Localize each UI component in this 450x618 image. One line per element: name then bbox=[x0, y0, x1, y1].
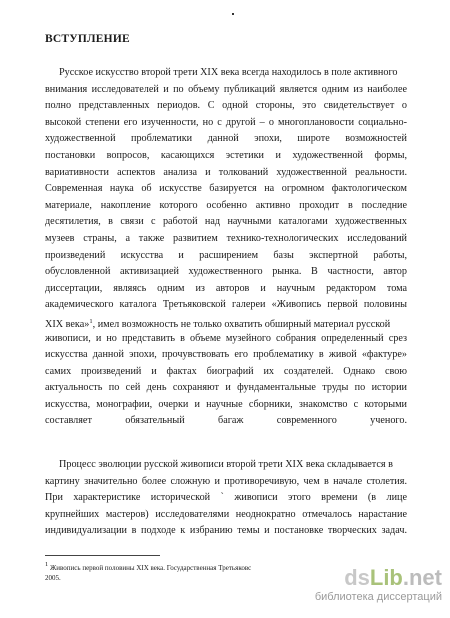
text-line: академического каталога Третьяковской галереи «Живопись первой половины bbox=[45, 299, 407, 311]
text-line: живописи, и но представить в объеме музейного собрания определенный срез bbox=[45, 332, 407, 344]
footnote-reference[interactable]: 1 bbox=[89, 317, 93, 325]
text-fragment: , имел возможность не только охватить обширный материал русской bbox=[92, 318, 391, 330]
text-line: крупнейших мастеров) исследователями неоднократно отмечалось нарастание bbox=[45, 508, 407, 520]
footnote-text: Живопись первой половины XIX века. Государственная Третьяковс bbox=[50, 564, 252, 572]
text-line: самих произведений и фактах биографий их создателей. Однако свою bbox=[45, 365, 407, 377]
text-line: искусства данной эпохи, прочувствовать его проблематику в живой «фактуре» bbox=[45, 349, 407, 361]
text-line: диссертации, являясь одним из авторов и научным редактором тома bbox=[45, 282, 407, 294]
text-line: художественной проблематики данной эпохи, широте возможностей bbox=[45, 133, 407, 145]
footnote-line: 2005. bbox=[45, 574, 61, 582]
watermark-logo bbox=[315, 566, 442, 590]
watermark[interactable] bbox=[315, 566, 442, 603]
text-line: искусства, монографии, очерки и научные сборники, знакомство с которыми bbox=[45, 398, 407, 410]
text-line: актуальность по сей день сохраняют и фундаментальные труды по истории bbox=[45, 382, 407, 394]
text-line: полно представленных периодов. С одной стороны, это свидетельствует о bbox=[45, 100, 407, 112]
watermark-subtitle: библиотека диссертаций bbox=[314, 591, 442, 603]
text-line bbox=[45, 314, 407, 331]
text-line: десятилетия, в связи с работой над научными каталогами художественных bbox=[45, 216, 407, 228]
logo-part-ds: ds bbox=[344, 565, 370, 590]
logo-part-lib: Lib bbox=[369, 565, 403, 590]
text-line: Современная наука об искусстве базируется на огромном фактологическом bbox=[45, 183, 407, 195]
text-line: вариативности аспектов анализа и толкований художественной реальности. bbox=[45, 166, 407, 178]
text-line: постановки вопросов, касающихся эстетики и художественной формы, bbox=[45, 149, 407, 161]
text-line: произведений искусства и расширением базы экспертной работы, bbox=[45, 249, 407, 261]
text-line: музеев страны, а также развитием технико-технологических исследований bbox=[45, 232, 407, 244]
text-line: внимания исследователей и по объему публикаций является одним из наиболее bbox=[45, 83, 407, 95]
text-line: Процесс эволюции русской живописи второй трети XIX века складывается в bbox=[59, 459, 393, 470]
text-line: индивидуализации в подходе к избранию темы и постановке творческих задач. bbox=[45, 525, 407, 537]
footnote-divider bbox=[45, 555, 160, 556]
footnote bbox=[45, 560, 315, 583]
text-line: материале, накопление которого особенно активно проходит в последние bbox=[45, 199, 407, 211]
text-line: обусловленной активизацией художественного рынка. В частности, автор bbox=[45, 266, 407, 278]
text-line: картину значительно более сложную и противоречивую, чем в начале столетия. bbox=[45, 475, 407, 487]
logo-part-net: .net bbox=[402, 565, 442, 590]
text-line: При характеристике исторической ` живописи этого времени (в лице bbox=[45, 492, 407, 504]
paragraph-2 bbox=[45, 457, 407, 540]
footnote-mark: 1 bbox=[45, 561, 49, 568]
footnote-line bbox=[45, 560, 315, 573]
paragraph-1 bbox=[45, 65, 407, 430]
page-mark bbox=[232, 13, 234, 15]
text-line: Русское искусство второй трети XIX века всегда находилось в поле активного bbox=[59, 67, 398, 78]
text-line: высокой степени его изученности, но с другой – о многоплановости социально- bbox=[45, 116, 407, 128]
text-line: составляет обязательный багаж современного ученого. bbox=[45, 415, 407, 427]
text-fragment: XIX века» bbox=[45, 318, 90, 330]
section-heading: ВСТУПЛЕНИЕ bbox=[45, 33, 130, 45]
